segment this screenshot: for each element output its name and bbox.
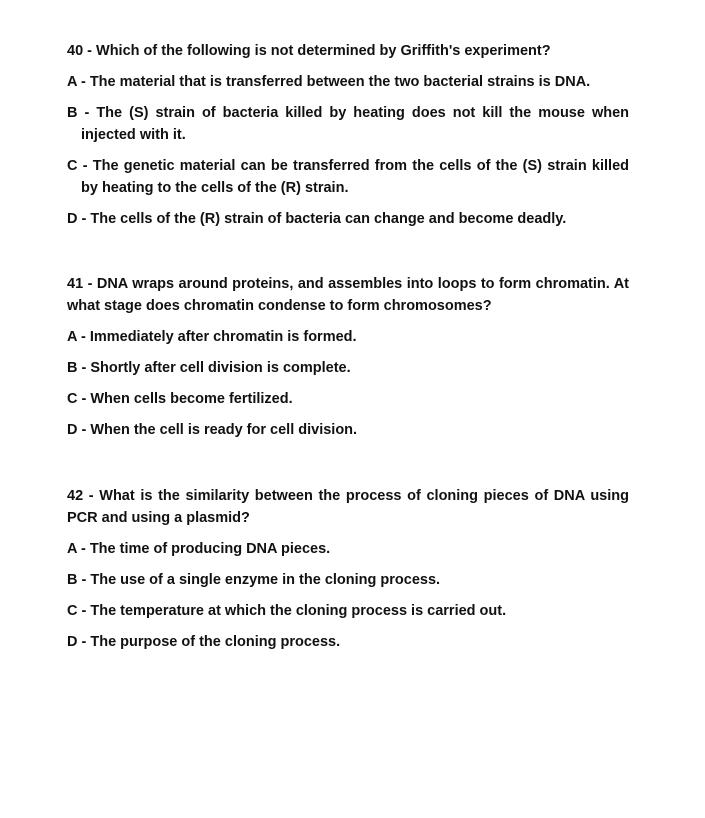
question-text: 41 - DNA wraps around proteins, and assembles into loops to form chromatin. At what stage does chromatin condense to form chromosomes? bbox=[67, 276, 629, 314]
answer-option-a: A - The time of producing DNA pieces. bbox=[67, 541, 331, 557]
answer-option-a: A - Immediately after chromatin is formed. bbox=[67, 329, 357, 345]
answer-option-d: D - When the cell is ready for cell division. bbox=[67, 422, 358, 438]
answer-option-d: D - The cells of the (R) strain of bacteria can change and become deadly. bbox=[67, 211, 567, 227]
answer-option-d: D - The purpose of the cloning process. bbox=[67, 634, 341, 650]
answer-option-b: B - Shortly after cell division is complete. bbox=[67, 360, 351, 376]
question-text: 40 - Which of the following is not determined by Griffith's experiment? bbox=[67, 43, 551, 59]
question-text: 42 - What is the similarity between the process of cloning pieces of DNA using PCR and using a plasmid? bbox=[67, 488, 629, 526]
answer-option-b: B - The (S) strain of bacteria killed by heating does not kill the mouse when injected with it. bbox=[67, 105, 629, 143]
answer-option-c: C - The temperature at which the cloning process is carried out. bbox=[67, 603, 507, 619]
question-40 bbox=[67, 40, 629, 239]
answer-option-a: A - The material that is transferred between the two bacterial strains is DNA. bbox=[67, 74, 591, 90]
question-42 bbox=[67, 485, 629, 662]
answer-option-b: B - The use of a single enzyme in the cloning process. bbox=[67, 572, 441, 588]
answer-option-c: C - When cells become fertilized. bbox=[67, 391, 293, 407]
answer-option-c: C - The genetic material can be transferred from the cells of the (S) strain killed by heating to the cells of the (R) strain. bbox=[67, 158, 629, 196]
question-41 bbox=[67, 273, 629, 450]
